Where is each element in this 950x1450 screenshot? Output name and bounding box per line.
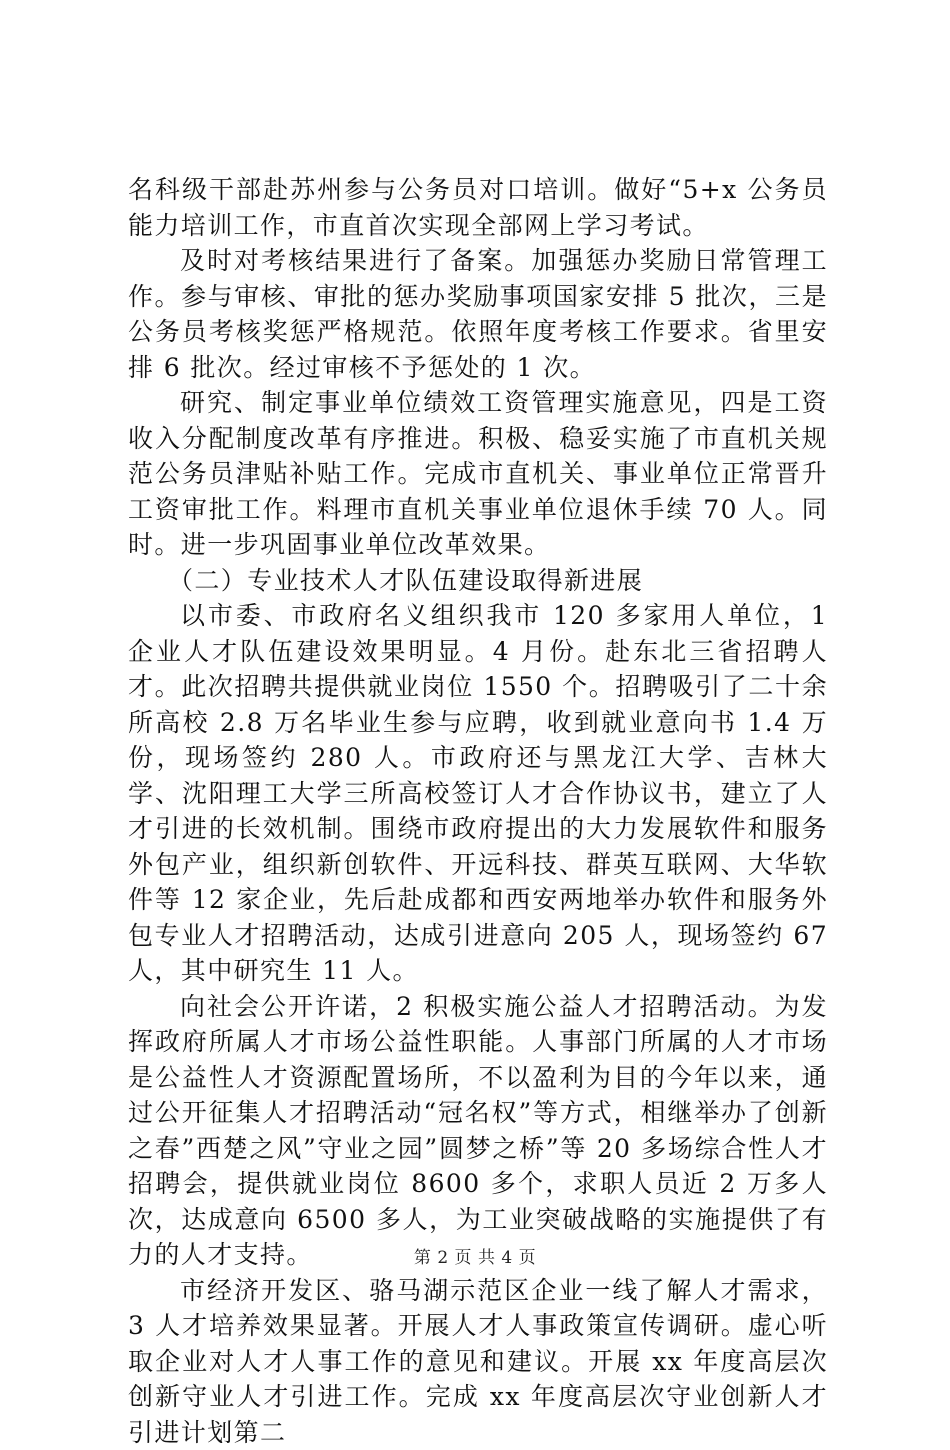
paragraph-2: 及时对考核结果进行了备案。加强惩办奖励日常管理工作。参与审核、审批的惩办奖励事项国家安排 5 批次，三是公务员考核奖惩严格规范。依照年度考核工作要求。省里安排 6 批次。经过审核不予惩处的 1 次。 [128,243,828,385]
paragraph-1: 名科级干部赴苏州参与公务员对口培训。做好“5+x 公务员能力培训工作，市直首次实现全部网上学习考试。 [128,172,828,243]
page-number-footer: 第 2 页 共 4 页 [0,1243,950,1268]
paragraph-5: 向社会公开许诺，2 积极实施公益人才招聘活动。为发挥政府所属人才市场公益性职能。人事部门所属的人才市场是公益性人才资源配置场所，不以盈利为目的今年以来，通过公开征集人才招聘活动“冠名权”等方式，相继举办了创新之春”西楚之风”守业之园”圆梦之桥”等 20 多场综合性人才招聘会，提供就业岗位 8600 多个，求职人员近 2 万多人次，达成意向 6500 多人，为工业突破战略的实施提供了有力的人才支持。 [128,989,828,1273]
paragraph-3: 研究、制定事业单位绩效工资管理实施意见，四是工资收入分配制度改革有序推进。积极、稳妥实施了市直机关规范公务员津贴补贴工作。完成市直机关、事业单位正常晋升工资审批工作。料理市直机关事业单位退休手续 70 人。同时。进一步巩固事业单位改革效果。 [128,385,828,563]
paragraph-6: 市经济开发区、骆马湖示范区企业一线了解人才需求，3 人才培养效果显著。开展人才人事政策宣传调研。虚心听取企业对人才人事工作的意见和建议。开展 xx 年度高层次创新守业人才引进工作。完成 xx 年度高层次守业创新人才引进计划第二 [128,1273,828,1450]
paragraph-4: 以市委、市政府名义组织我市 120 多家用人单位，1 企业人才队伍建设效果明显。4 月份。赴东北三省招聘人才。此次招聘共提供就业岗位 1550 个。招聘吸引了二十余所高校 2.8 万名毕业生参与应聘，收到就业意向书 1.4 万份，现场签约 280 人。市政府还与黑龙江大学、吉林大学、沈阳理工大学三所高校签订人才合作协议书，建立了人才引进的长效机制。围绕市政府提出的大力发展软件和服务外包产业，组织新创软件、开远科技、群英互联网、大华软件等 12 家企业，先后赴成都和西安两地举办软件和服务外包专业人才招聘活动，达成引进意向 205 人，现场签约 67 人，其中研究生 11 人。 [128,598,828,989]
section-heading: （二）专业技术人才队伍建设取得新进展 [128,563,828,599]
